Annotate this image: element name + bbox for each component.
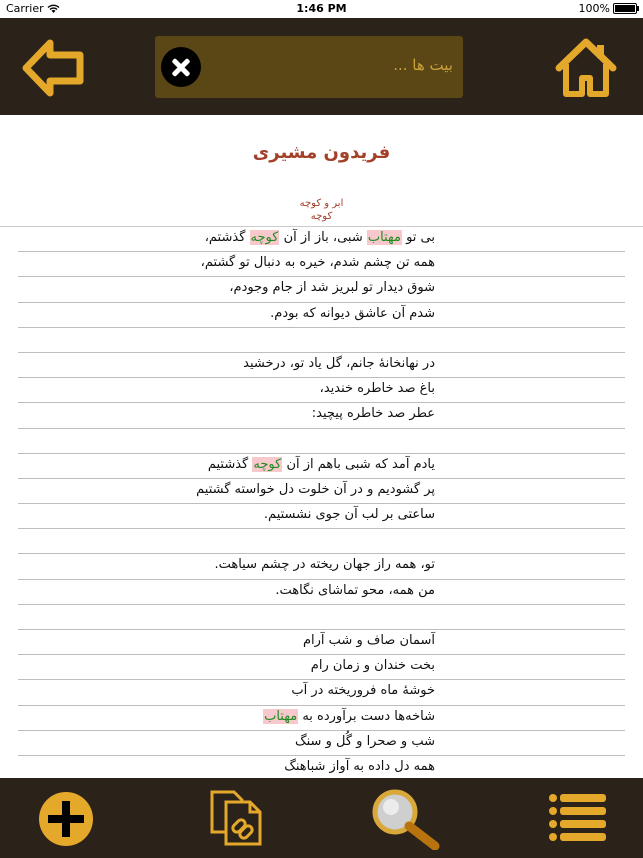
poem-line[interactable] <box>18 580 625 605</box>
poem-text-segment: شبی، باز از آن <box>279 230 367 245</box>
poem-line-text <box>284 759 435 774</box>
poem-line[interactable] <box>18 252 625 277</box>
poem-line[interactable] <box>18 378 625 403</box>
poem-line-text <box>201 255 435 270</box>
poem-text-segment: همه تن چشم شدم، خیره به دنبال تو گشتم، <box>200 255 435 271</box>
list-button[interactable] <box>548 792 608 844</box>
poem-text-segment: پر گشودیم و در آن خلوت دل خواسته گشتیم <box>196 481 435 497</box>
search-highlight: کوچه <box>253 456 282 472</box>
back-arrow-icon <box>22 37 86 99</box>
poem-collection-title: ابر و کوچه <box>299 198 344 209</box>
add-button[interactable] <box>38 791 94 847</box>
poem-line[interactable] <box>18 328 625 353</box>
poem-text-segment: شدم آن عاشق دیوانه که بودم. <box>270 305 435 321</box>
poem-line[interactable] <box>18 731 625 756</box>
copy-link-button[interactable] <box>208 788 266 846</box>
battery-icon <box>613 3 637 14</box>
search-highlight: کوچه <box>250 230 279 245</box>
carrier-label: Carrier <box>6 2 44 15</box>
poem-text-segment: من همه، محو تماشای نگاهت. <box>275 582 435 598</box>
search-button[interactable] <box>369 788 441 850</box>
poem-line-text <box>275 583 435 598</box>
poem-text-segment: خوشهٔ ماه فروریخته در آب <box>291 683 435 699</box>
poem-line-text <box>312 406 435 421</box>
poem-text-segment: آسمان صاف و شب آرام <box>302 633 435 648</box>
poem-text-segment: تو، همه راز جهان ریخته در چشم سیاهت. <box>214 557 435 573</box>
search-highlight: مهتاب <box>367 230 401 245</box>
poem-line[interactable] <box>18 403 625 428</box>
poem-line[interactable] <box>18 504 625 529</box>
poem-line[interactable] <box>18 680 625 705</box>
search-placeholder: بیت ها ... <box>393 56 453 74</box>
poem-text-segment: باغ صد خاطره خندید، <box>319 381 435 397</box>
battery-indicator <box>579 2 637 15</box>
poem-line[interactable] <box>18 655 625 680</box>
poem-line[interactable] <box>18 227 625 252</box>
poem-title: کوچه <box>310 211 333 222</box>
poem-list[interactable] <box>0 226 643 779</box>
poem-line-text <box>263 709 435 724</box>
poem-text-segment: گذشتم، <box>204 230 250 245</box>
poem-line-text <box>243 356 435 371</box>
poem-text-segment: شوق دیدار تو لبریز شد از جام وجودم، <box>229 280 435 296</box>
poem-line[interactable] <box>18 429 625 454</box>
poem-line[interactable] <box>18 479 625 504</box>
poem-line-text <box>229 280 435 295</box>
list-icon <box>548 792 608 844</box>
poem-line-text <box>320 381 435 396</box>
search-field[interactable] <box>155 36 463 98</box>
poem-line-text <box>303 633 435 648</box>
poem-line-text <box>295 734 435 749</box>
poem-line[interactable] <box>18 454 625 479</box>
magnifier-icon <box>369 788 441 850</box>
poem-text-segment: شب و صحرا و گُل و سنگ <box>295 733 435 749</box>
poem-text-segment: گذشتیم <box>207 456 253 472</box>
home-icon <box>553 36 619 100</box>
back-button[interactable] <box>22 37 86 99</box>
poem-line-text <box>264 507 435 522</box>
poem-line-text <box>214 557 435 572</box>
bottom-toolbar <box>0 778 643 858</box>
poem-text-segment: یادم آمد که شبی باهم از آن <box>282 456 435 472</box>
poem-line[interactable] <box>18 554 625 579</box>
poem-line-text <box>208 457 435 472</box>
poem-line[interactable] <box>18 630 625 655</box>
poem-text-segment: بی تو <box>401 230 435 245</box>
poem-text-segment: شاخه‌ها دست برآورده به <box>298 708 435 724</box>
poem-line[interactable] <box>18 303 625 328</box>
poem-line[interactable] <box>18 353 625 378</box>
home-button[interactable] <box>553 36 619 100</box>
search-highlight: مهتاب <box>264 708 298 724</box>
poem-line[interactable] <box>18 277 625 302</box>
status-bar <box>0 0 643 18</box>
poem-line-text <box>291 683 435 698</box>
poem-line[interactable] <box>18 706 625 731</box>
copy-link-icon <box>208 788 266 846</box>
poem-line-text <box>196 482 435 497</box>
poet-name: فریدون مشیری <box>252 142 391 163</box>
battery-label: 100% <box>578 2 610 15</box>
top-navigation-bar <box>0 18 643 115</box>
plus-icon <box>38 791 94 847</box>
clock: 1:46 PM <box>296 2 347 15</box>
poem-line-text <box>311 658 435 673</box>
poem-text-segment: بخت خندان و زمان رام <box>310 658 435 674</box>
poem-line-text <box>205 230 435 245</box>
poem-text-segment: در نهانخانهٔ جانم، گل یاد تو، درخشید <box>243 355 435 371</box>
poem-line[interactable] <box>18 529 625 554</box>
clear-search-button[interactable] <box>161 47 201 87</box>
poem-line[interactable] <box>18 756 625 779</box>
poem-line[interactable] <box>18 605 625 630</box>
poem-line-text <box>270 306 435 321</box>
poem-text-segment: همه دل داده به آواز شباهنگ <box>284 758 435 774</box>
poem-text-segment: ساعتی بر لب آن جوی نشستیم. <box>263 507 435 523</box>
poem-text-segment: عطر صد خاطره پیچید: <box>311 406 435 422</box>
